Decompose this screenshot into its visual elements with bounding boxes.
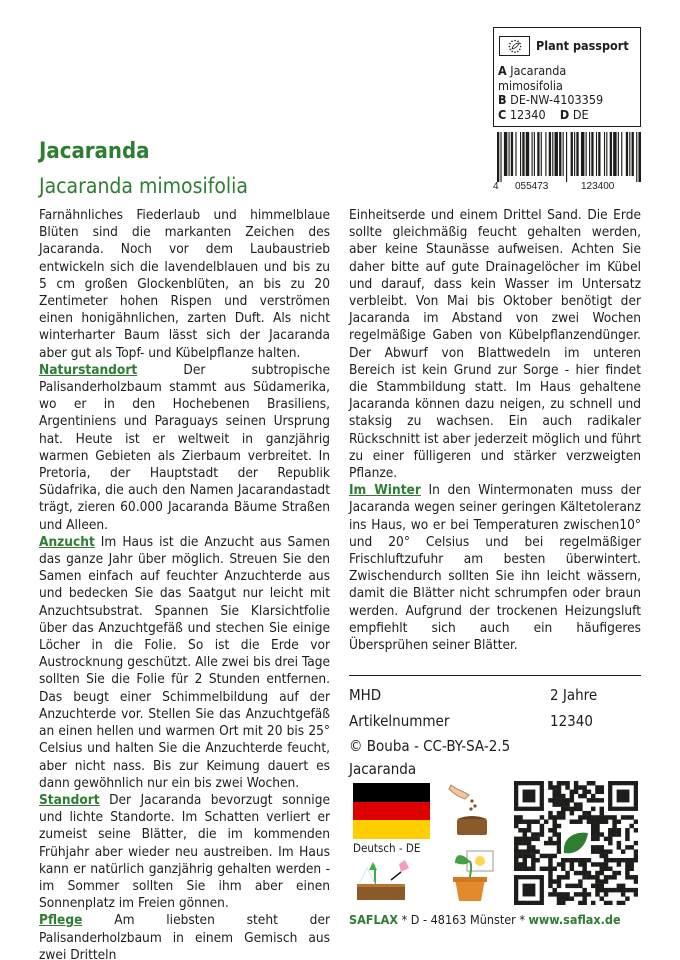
barcode-numbers <box>493 181 641 192</box>
language-label: Deutsch - DE <box>353 841 421 855</box>
brand-name: SAFLAX <box>349 912 399 927</box>
copyright: © Bouba - CC-BY-SA-2.5 <box>349 737 511 755</box>
barcode-bar <box>574 132 575 176</box>
plant-passport <box>493 27 641 127</box>
barcode-bar <box>613 132 616 176</box>
address: * D - 48163 Münster * <box>398 912 529 927</box>
barcode-bar <box>500 132 501 182</box>
section-pflege: Pflege Am liebsten steht der Palisanderholzbaum in einem Gemisch aus zwei Dritteln <box>39 912 330 960</box>
barcode-bar <box>610 132 612 176</box>
barcode-bar <box>598 132 600 176</box>
barcode-bar <box>604 132 605 176</box>
section-pflege-continued: Einheitserde und einem Drittel Sand. Die Erde sollte gleichmäßig feucht gehalten werden, aber keine Staunässe aufweisen. Achten Sie daher bitte auf gute Drainagelöcher im Kübel und darauf, dass kein Wasser im Untersatz verbleibt. Von Mai bis Oktober benötigt der Jacaranda im Abstand von zwei Wochen regelmäßige Gaben von Kübelpflanzendünger. Der Abwurf von Blattwedeln im unteren Bereich ist kein Grund zur Sorge - hier findet die Stammbildung statt. Im Haus gehaltene Jacaranda können dazu neigen, zu schnell und staksig zu wachsen. Ein auch radikaler Rückschnitt ist aber jederzeit möglich und führt zu einer fülligeren und stärker verzweigten Pflanze. <box>349 207 641 482</box>
barcode-bar <box>552 132 553 176</box>
barcode-bar <box>504 132 507 176</box>
barcode-bar <box>589 132 590 176</box>
section-winter: Im Winter In den Wintermonaten muss der Jacaranda wegen seiner geringen Kältetoleranz ins Haus, wo er bei Temperaturen zwischen10° und 20° Celsius und bei regelmäßiger Frischluftzufuhr am besten überwintert. Zwischendurch sollten Sie ihn leicht wässern, damit die Blätter nicht schrumpfen oder braun werden. Aufgrund der trockenen Heizungsluft empfiehlt sich auch ein häufigeres Übersprühen seiner Blätter. <box>349 482 642 654</box>
german-flag-icon <box>353 783 430 839</box>
passport-line-a: A Jacaranda <box>498 63 567 78</box>
section-heading-naturstandort: Naturstandort <box>39 361 138 378</box>
seed-hand-icon <box>445 781 495 839</box>
section-naturstandort: Naturstandort Der subtropische Palisanderholzbaum stammt aus Südamerika, wo er in den Hochebenen Brasiliens, Argentiniens und Paraguays seinen Ursprung hat. Heute ist er weltweit in ganzjährig warmen Gebieten als Zierbaum verbreitet. In Pretoria, der Hauptstadt der Republik Südafrika, die auch den Namen Jacarandastadt trägt, zieren 60.000 Jacaranda Bäume Straßen und Alleen. <box>39 361 330 533</box>
footer <box>349 912 641 927</box>
barcode-bar <box>563 132 564 176</box>
plant-pot-icon <box>445 845 495 903</box>
barcode-bar <box>606 132 607 176</box>
barcode-bar <box>621 132 622 176</box>
article-number-label: Artikelnummer <box>349 712 450 730</box>
barcode-bar <box>520 132 521 176</box>
barcode-bar <box>581 132 584 176</box>
barcode-bar <box>509 132 510 176</box>
divider <box>349 675 641 676</box>
barcode-bar <box>559 132 561 176</box>
section-heading-winter: Im Winter <box>349 482 421 499</box>
copyright-subject: Jacaranda <box>349 760 417 778</box>
passport-line-a2: mimosifolia <box>498 77 563 93</box>
barcode-bar <box>586 132 587 176</box>
barcode-bar <box>632 132 634 176</box>
section-heading-standort: Standort <box>39 791 100 808</box>
qr-code-icon <box>514 781 638 905</box>
page-subtitle: Jacaranda mimosifolia <box>39 174 248 198</box>
barcode-bar <box>545 132 546 176</box>
barcode-bar <box>638 132 641 182</box>
barcode-bar <box>549 132 551 176</box>
barcode <box>493 130 641 182</box>
article-number-value: 12340 <box>550 712 593 730</box>
barcode-bar <box>636 132 637 182</box>
section-heading-anzucht: Anzucht <box>39 533 95 550</box>
barcode-bar <box>576 132 578 176</box>
barcode-bar <box>618 132 619 176</box>
barcode-bar <box>541 132 542 176</box>
barcode-group-2: 123400 <box>581 181 615 192</box>
barcode-bar <box>596 132 597 176</box>
passport-line-b: B DE-NW-4103359 <box>498 92 604 107</box>
barcode-bar <box>511 132 513 176</box>
barcode-bar <box>626 132 628 176</box>
barcode-bar <box>591 132 593 176</box>
eu-organic-leaf-icon <box>499 36 530 56</box>
section-anzucht: Anzucht Im Haus ist die Anzucht aus Samen das ganze Jahr über möglich. Streuen Sie den Samen einfach auf feuchter Anzuchterde aus und bedecken Sie das Saatgut nur leicht mit Anzuchtsubstrat. Spannen Sie Klarsichtfolie über das Anzuchtgefäß und stechen Sie einige Löcher in die Folie. So ist die Erde vor Austrocknung geschützt. Alle zwei bis drei Tage sollten Sie die Folie für 2 Stunden entfernen. Das beugt einer Schimmelbildung auf der Anzuchterde vor. Stellen Sie das Anzuchtgefäß an einen hellen und warmen Ort mit 20 bis 25° Celsius und halten Sie die Anzuchterde feucht, aber nicht nass. Bis zur Keimung dauert es dann gewöhnlich nur ein bis zwei Wochen. <box>39 533 330 791</box>
barcode-group-1: 055473 <box>515 181 549 192</box>
barcode-bar <box>571 132 573 176</box>
barcode-digit-1: 4 <box>493 181 499 192</box>
text-column-left <box>39 207 330 960</box>
barcode-bar <box>526 132 529 176</box>
mhd-value: 2 Jahre <box>550 686 598 704</box>
barcode-bar <box>537 132 539 176</box>
barcode-bar <box>629 132 630 176</box>
seed-tray-icon <box>353 858 433 904</box>
barcode-bar <box>522 132 524 176</box>
intro-paragraph: Farnähnliches Fiederlaub und himmelblaue Blüten sind die markanten Zeichen des Jacaranda. Noch vor dem Laubaustrieb entwickeln sich die lavendelblauen und bis zu 5 cm großen Glockenblüten, an bis zu 20 Zentimeter hohen Rispen und verströmen einen honigähnlichen, zarten Duft. Als nicht winterharter Baum lässt sich der Jacaranda aber gut als Topf- und Kübelpflanze halten. <box>39 207 330 361</box>
text-column-right <box>349 207 641 654</box>
section-standort: Standort Der Jacaranda bevorzugt sonnige und lichte Standorte. Im Schatten verliert er zumeist seine Blätter, die im kommenden Frühjahr aber wieder neu austreiben. Im Haus kann er natürlich ganzjährig gehalten werden - im Sommer sollten Sie ihm aber einen Sonnenplatz im Freien gönnen. <box>39 791 330 912</box>
passport-title: Plant passport <box>536 37 629 53</box>
website-link[interactable]: www.saflax.de <box>528 912 621 927</box>
barcode-bar <box>555 132 558 176</box>
passport-line-cd: C 12340 D DE <box>498 106 589 122</box>
mhd-label: MHD <box>349 686 382 704</box>
barcode-bar <box>532 132 533 176</box>
section-heading-pflege: Pflege <box>39 912 83 929</box>
page-title: Jacaranda <box>39 139 150 164</box>
barcode-bar <box>534 132 535 176</box>
barcode-bar <box>515 132 516 176</box>
barcode-bar <box>497 132 499 182</box>
barcode-bar <box>566 132 567 182</box>
